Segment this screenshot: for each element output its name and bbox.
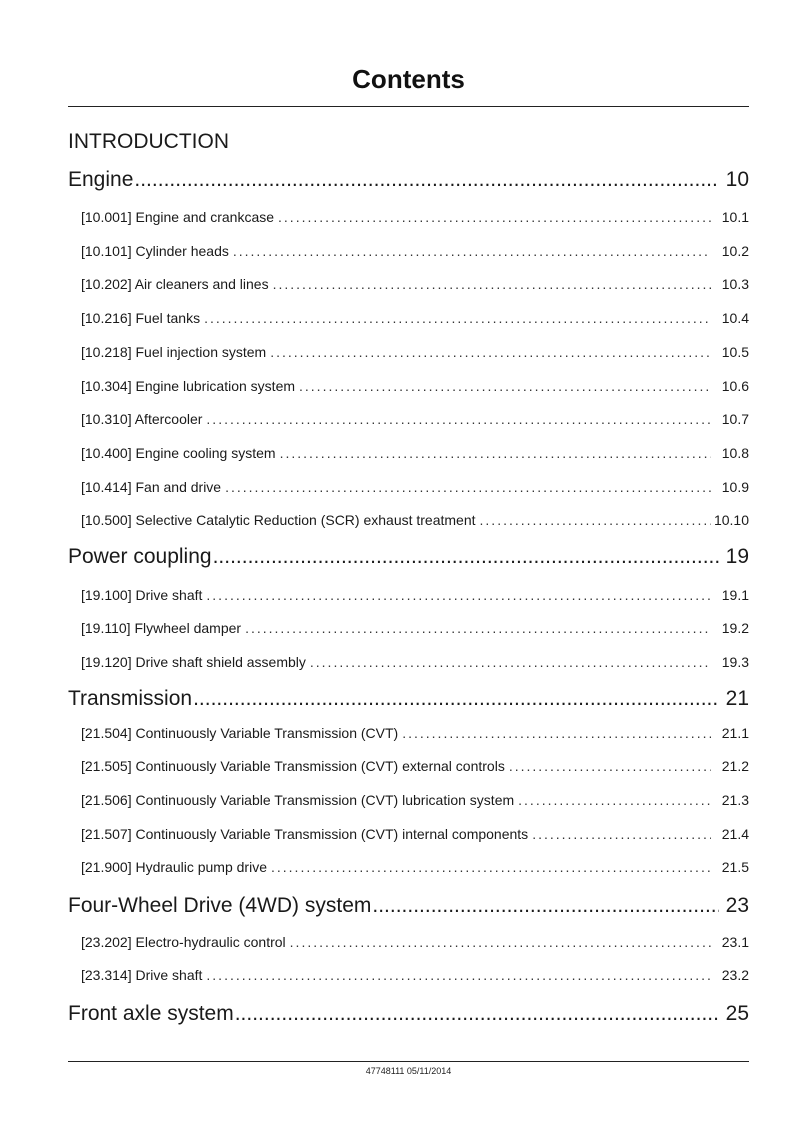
dot-leader xyxy=(202,587,711,603)
section-label: [23.314] Drive shaft xyxy=(81,967,203,983)
section-page-number: 23.1 xyxy=(721,934,749,950)
section-page-number: 10.1 xyxy=(721,209,749,225)
intro-heading: INTRODUCTION xyxy=(68,130,229,153)
toc-chapter-four-wheel-drive[interactable] xyxy=(68,894,749,918)
section-page-number: 10.9 xyxy=(721,479,749,495)
dot-leader xyxy=(192,687,719,711)
toc-section[interactable] xyxy=(81,378,749,394)
section-label: [21.506] Continuously Variable Transmission (CVT) lubrication system xyxy=(81,792,515,808)
section-page-number: 10.5 xyxy=(721,344,749,360)
section-page-number: 19.3 xyxy=(721,654,749,670)
section-page-number: 19.2 xyxy=(721,620,749,636)
section-label: [10.304] Engine lubrication system xyxy=(81,378,296,394)
toc-section[interactable] xyxy=(81,512,749,528)
chapter-label: Power coupling xyxy=(68,545,212,568)
dot-leader xyxy=(274,209,711,225)
section-label: [10.500] Selective Catalytic Reduction (SCR) exhaust treatment xyxy=(81,512,476,528)
toc-section[interactable] xyxy=(81,725,749,741)
footer-document-id: 47748111 05/11/2014 xyxy=(365,1066,452,1076)
dot-leader xyxy=(371,894,719,918)
toc-section[interactable] xyxy=(81,934,749,950)
dot-leader xyxy=(295,378,711,394)
section-page-number: 21.1 xyxy=(721,725,749,741)
dot-leader xyxy=(269,276,711,292)
toc-section[interactable] xyxy=(81,859,749,875)
section-label: [10.218] Fuel injection system xyxy=(81,344,267,360)
section-label: [19.120] Drive shaft shield assembly xyxy=(81,654,306,670)
chapter-page-number: 23 xyxy=(725,894,749,917)
section-page-number: 10.6 xyxy=(721,378,749,394)
toc-section[interactable] xyxy=(81,758,749,774)
section-label: [19.100] Drive shaft xyxy=(81,587,203,603)
section-page-number: 19.1 xyxy=(721,587,749,603)
toc-chapter-front-axle-system[interactable] xyxy=(68,1002,749,1026)
toc-section[interactable] xyxy=(81,587,749,603)
section-page-number: 10.10 xyxy=(713,512,749,528)
toc-section[interactable] xyxy=(81,654,749,670)
chapter-label: Transmission xyxy=(68,687,193,710)
dot-leader xyxy=(202,411,711,427)
toc-section[interactable] xyxy=(81,826,749,842)
toc-section[interactable] xyxy=(81,620,749,636)
section-label: [10.400] Engine cooling system xyxy=(81,445,276,461)
dot-leader xyxy=(528,826,711,842)
toc-chapter-engine[interactable] xyxy=(68,168,749,192)
toc-chapter-power-coupling[interactable] xyxy=(68,545,749,569)
dot-leader xyxy=(221,479,711,495)
section-page-number: 10.2 xyxy=(721,243,749,259)
chapter-label: Front axle system xyxy=(68,1002,234,1025)
dot-leader xyxy=(133,168,719,192)
toc-section[interactable] xyxy=(81,344,749,360)
section-label: [21.900] Hydraulic pump drive xyxy=(81,859,267,875)
section-label: [10.216] Fuel tanks xyxy=(81,310,201,326)
toc-chapter-transmission[interactable] xyxy=(68,687,749,711)
dot-leader xyxy=(286,934,711,950)
section-label: [19.110] Flywheel damper xyxy=(81,620,242,636)
section-label: [10.001] Engine and crankcase xyxy=(81,209,275,225)
section-page-number: 21.5 xyxy=(721,859,749,875)
chapter-label: Four-Wheel Drive (4WD) system xyxy=(68,894,372,917)
header-rule xyxy=(68,106,749,107)
section-page-number: 10.4 xyxy=(721,310,749,326)
section-label: [21.505] Continuously Variable Transmission (CVT) external controls xyxy=(81,758,505,774)
section-label: [10.414] Fan and drive xyxy=(81,479,222,495)
toc-section[interactable] xyxy=(81,445,749,461)
section-page-number: 21.3 xyxy=(721,792,749,808)
toc-section[interactable] xyxy=(81,209,749,225)
toc-section[interactable] xyxy=(81,479,749,495)
chapter-page-number: 19 xyxy=(725,545,749,568)
dot-leader xyxy=(241,620,711,636)
footer-rule xyxy=(68,1061,749,1062)
section-label: [23.202] Electro-hydraulic control xyxy=(81,934,286,950)
dot-leader xyxy=(212,545,719,569)
dot-leader xyxy=(306,654,711,670)
section-label: [10.202] Air cleaners and lines xyxy=(81,276,269,292)
dot-leader xyxy=(202,967,711,983)
dot-leader xyxy=(505,758,711,774)
toc-section[interactable] xyxy=(81,276,749,292)
section-page-number: 23.2 xyxy=(721,967,749,983)
dot-leader xyxy=(234,1002,719,1026)
toc-section[interactable] xyxy=(81,310,749,326)
section-page-number: 21.2 xyxy=(721,758,749,774)
dot-leader xyxy=(229,243,711,259)
section-page-number: 10.8 xyxy=(721,445,749,461)
toc-section[interactable] xyxy=(81,967,749,983)
chapter-page-number: 10 xyxy=(725,168,749,191)
dot-leader xyxy=(398,725,711,741)
section-page-number: 21.4 xyxy=(721,826,749,842)
chapter-page-number: 25 xyxy=(725,1002,749,1025)
dot-leader xyxy=(200,310,711,326)
dot-leader xyxy=(514,792,711,808)
page-title: Contents xyxy=(352,64,465,94)
chapter-label: Engine xyxy=(68,168,134,191)
section-page-number: 10.7 xyxy=(721,411,749,427)
toc-section[interactable] xyxy=(81,792,749,808)
section-label: [10.101] Cylinder heads xyxy=(81,243,229,259)
toc-section[interactable] xyxy=(81,411,749,427)
dot-leader xyxy=(276,445,711,461)
chapter-page-number: 21 xyxy=(725,687,749,710)
dot-leader xyxy=(476,512,711,528)
section-label: [21.507] Continuously Variable Transmission (CVT) internal components xyxy=(81,826,529,842)
dot-leader xyxy=(266,344,711,360)
toc-section[interactable] xyxy=(81,243,749,259)
dot-leader xyxy=(267,859,711,875)
section-page-number: 10.3 xyxy=(721,276,749,292)
section-label: [10.310] Aftercooler xyxy=(81,411,203,427)
section-label: [21.504] Continuously Variable Transmission (CVT) xyxy=(81,725,399,741)
